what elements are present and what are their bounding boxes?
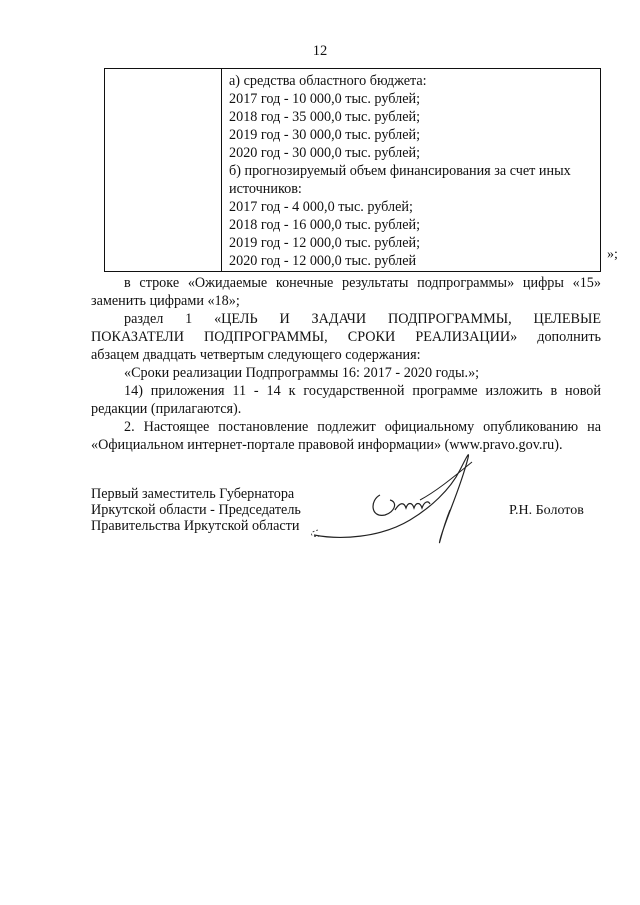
signatory-title-line1: Первый заместитель Губернатора [91,486,295,502]
table-line-other-2017: 2017 год - 4 000,0 тыс. рублей; [229,199,413,215]
paragraph-appendices: 14) приложения 11 - 14 к государственной программе изложить в новой редакции (прилагаются). [91,383,601,417]
signer-name: Р.Н. Болотов [509,503,584,518]
signatory-title [91,486,301,534]
table-line-budget-header: а) средства областного бюджета: [229,73,427,89]
table-line-other-header: б) прогнозируемый объем финансирования за счет иных источников: [229,163,571,197]
page-number: 12 [312,43,328,59]
signatory-title-line3: Правительства Иркутской области [91,518,300,534]
table-line-budget-2018: 2018 год - 35 000,0 тыс. рублей; [229,109,421,125]
table-line-other-2020: 2020 год - 12 000,0 тыс. рублей [229,253,417,269]
paragraph-implementation-dates: «Сроки реализации Подпрограммы 16: 2017 - 2020 годы.»; [124,365,480,381]
table-line-budget-2020: 2020 год - 30 000,0 тыс. рублей; [229,145,421,161]
table-line-budget-2017: 2017 год - 10 000,0 тыс. рублей; [229,91,421,107]
handwritten-signature-icon [300,440,490,560]
table-line-other-2018: 2018 год - 16 000,0 тыс. рублей; [229,217,421,233]
table-line-budget-2019: 2019 год - 30 000,0 тыс. рублей; [229,127,421,143]
body-text [91,274,601,454]
funding-table [104,68,601,272]
paragraph-expected-results: в строке «Ожидаемые конечные результаты подпрограммы» цифры «15» заменить цифрами «18»; [91,275,601,309]
paragraph-section1-line1: раздел 1 «ЦЕЛЬ И ЗАДАЧИ ПОДПРОГРАММЫ, ЦЕЛЕВЫЕ [124,311,601,327]
paragraph-section1-line2: ПОКАЗАТЕЛИ ПОДПРОГРАММЫ, СРОКИ РЕАЛИЗАЦИИ» дополнить [91,329,601,345]
table-line-other-2019: 2019 год - 12 000,0 тыс. рублей; [229,235,421,251]
table-content-cell [222,69,600,271]
signatory-title-line2: Иркутской области - Председатель [91,502,301,518]
paragraph-section1-line3: абзацем двадцать четвертым следующего содержания: [91,347,421,363]
table-empty-cell [105,69,222,271]
table-closing-quote: »; [607,247,618,262]
paragraph-publication: 2. Настоящее постановление подлежит официальному опубликованию на «Официальном интернет-портале правовой информации» (www.pravo.gov.ru). [91,419,601,453]
